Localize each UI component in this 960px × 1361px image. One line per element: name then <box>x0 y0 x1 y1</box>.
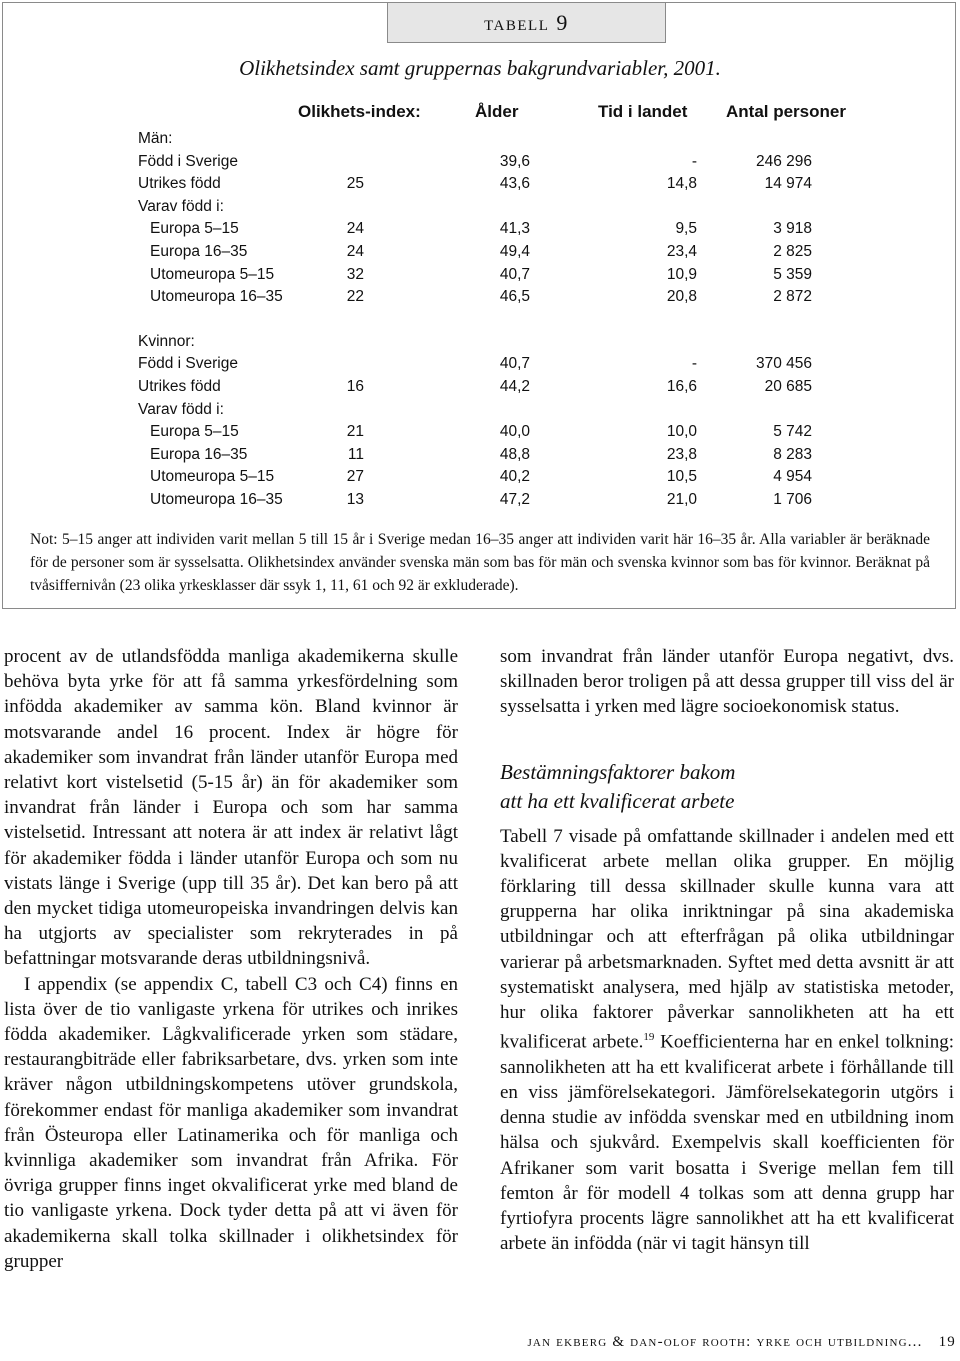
cell-age: 47,2 <box>499 490 530 508</box>
table-row <box>138 151 858 174</box>
row-label: Utomeuropa 16–35 <box>150 490 283 508</box>
row-label: Utomeuropa 5–15 <box>150 265 275 283</box>
table-row <box>138 196 858 219</box>
table-row <box>138 376 858 399</box>
cell-age: 49,4 <box>499 242 530 260</box>
cell-count: 8 283 <box>773 445 812 463</box>
cell-count: 20 685 <box>764 377 812 395</box>
table-row <box>138 286 858 309</box>
women-rows <box>138 353 858 511</box>
table-note: Not: 5–15 anger att individen varit mellan 5 till 15 år i Sverige medan 16–35 anger att individen varit här 16–35 år. Alla variabler är beräknade för de personer som är sysselsatta. Olikhetsindex använder svenska män som bas för män och svenska kvinnor som bas för kvinnor. Beräknat på tvåsiffernivån (23 olika yrkesklasser där ssyk 1, 11, 61 och 92 är exkluderade). <box>30 531 930 594</box>
data-table <box>138 100 858 512</box>
men-heading-label: Män: <box>138 130 173 147</box>
cell-count: 4 954 <box>773 468 812 486</box>
cell-age: 48,8 <box>499 445 530 463</box>
men-heading <box>138 128 858 151</box>
cell-count: 5 359 <box>773 265 812 283</box>
row-label: Född i Sverige <box>138 355 238 373</box>
cell-age: 40,0 <box>499 423 530 441</box>
table-caption: Olikhetsindex samt gruppernas bakgrundvariabler, 2001. <box>239 56 721 80</box>
cell-time: 10,5 <box>666 468 697 486</box>
women-heading-label: Kvinnor: <box>138 332 195 350</box>
table-header <box>138 100 858 128</box>
cell-index: 21 <box>346 423 364 441</box>
table-label: tabell 9 <box>387 2 666 43</box>
cell-age: 39,6 <box>499 152 530 170</box>
paragraph: som invandrat från länder utanför Europa negativt, dvs. skillnaden beror troligen på att dessa grupper till viss del är sysselsatta i yrken med lägre socioekonomisk status. <box>500 646 954 718</box>
row-label: Utrikes född <box>138 175 221 193</box>
cell-age: 40,2 <box>499 468 530 486</box>
row-label: Europa 16–35 <box>150 445 248 463</box>
paragraph-part: Koefficienterna har en enkel tolkning: sannolikheten att ha ett kvalificerat arbete i förhållande till en viss jämförelsekategori. Jämförelsekategorin utgörs i denna studie av infödda svenskar med en utbildning inom hälsa och sjukvård. Exempelvis skall koefficienten för Afrikaner som varit bosatta i Sverige mellan fem till femton år för modell 4 tolkas som att denna grupp har fyrtiofyra procents lägre sannolikhet att ha ett kvalificerat arbete än infödda (när vi tagit hänsyn till <box>500 1031 954 1255</box>
footnote-ref[interactable]: 19 <box>643 1031 655 1044</box>
cell-time: 23,8 <box>666 445 697 463</box>
header-index: Olikhets-index: <box>298 102 421 121</box>
cell-time: 14,8 <box>666 175 697 193</box>
cell-time: - <box>691 355 697 373</box>
cell-age: 43,6 <box>499 175 530 193</box>
cell-age: 46,5 <box>499 288 530 306</box>
cell-count: 3 918 <box>773 220 812 238</box>
cell-index: 24 <box>346 242 364 260</box>
row-label: Varav född i: <box>138 400 224 418</box>
paragraph-part: Tabell 7 visade på omfattande skillnader i andelen med ett kvalificerat arbete mellan olika grupper. En möjlig förklaring till dessa skillnader skulle kunna vara att grupperna har olika inriktningar på sina akademiska utbildningar och att efterfrågan på olika utbildningar varierar på arbetsmarknaden. Syftet med detta avsnitt är att systematiskt analysera, med hjälp av statistiska metoder, hur olika faktorer påverkar sannolikheten att ha ett kvalificerat arbete. <box>500 825 954 1053</box>
table-row <box>138 218 858 241</box>
cell-index: 24 <box>346 220 364 238</box>
cell-age: 44,2 <box>499 377 530 395</box>
left-column <box>4 644 458 1274</box>
row-label: Europa 5–15 <box>150 220 239 238</box>
table-row <box>138 489 858 512</box>
cell-count: 2 825 <box>773 242 812 260</box>
right-column <box>500 644 954 1256</box>
section-heading <box>500 758 954 816</box>
table-row <box>138 421 858 444</box>
cell-age: 41,3 <box>499 220 530 238</box>
table-row <box>138 353 858 376</box>
header-age: Ålder <box>475 102 519 121</box>
table-row <box>138 444 858 467</box>
running-head: jan ekberg & dan-olof rooth: yrke och utbildning... <box>527 1334 923 1350</box>
section-heading-line1: Bestämningsfaktorer bakom <box>500 759 736 784</box>
men-rows <box>138 151 858 309</box>
table-row <box>138 399 858 422</box>
cell-time: 20,8 <box>666 288 697 306</box>
cell-index: 32 <box>346 265 364 283</box>
cell-time: 16,6 <box>666 377 697 395</box>
table-row <box>138 241 858 264</box>
cell-age: 40,7 <box>499 265 530 283</box>
cell-count: 2 872 <box>773 288 812 306</box>
table-row <box>138 173 858 196</box>
row-label: Europa 5–15 <box>150 423 239 441</box>
paragraph: I appendix (se appendix C, tabell C3 och C4) finns en lista över de tio vanligaste yrkena för utrikes och inrikes födda akademiker. Lågkvalificerade yrken som städare, restaurangbiträde eller fabriksarbetare, dvs. yrken som inte kräver någon utbildningskompetens utöver grundskola, förekommer endast för manliga akademiker som invandrat från Östeuropa eller Latinamerika och för manliga och kvinnliga akademiker som invandrat från Afrika. För övriga grupper finns inget okvalificerat yrke med bland de tio vanligaste yrkena. Dock tyder detta på att vi även för akademikerna skall tolka skillnader i olikhetsindex för grupper <box>4 973 458 1272</box>
section-heading-line2: att ha ett kvalificerat arbete <box>500 788 735 813</box>
row-label: Europa 16–35 <box>150 242 248 260</box>
row-label: Född i Sverige <box>138 152 238 170</box>
header-time: Tid i landet <box>598 102 688 121</box>
cell-time: 10,0 <box>666 423 697 441</box>
page-number: 19 <box>938 1334 956 1350</box>
page-footer <box>527 1334 956 1351</box>
row-label: Utomeuropa 5–15 <box>150 468 275 486</box>
women-heading <box>138 331 858 354</box>
row-label: Utomeuropa 16–35 <box>150 288 283 306</box>
cell-count: 370 456 <box>755 355 812 373</box>
cell-age: 40,7 <box>499 355 530 373</box>
cell-index: 25 <box>346 175 364 193</box>
cell-index: 16 <box>346 377 364 395</box>
paragraph <box>500 824 954 1257</box>
table-row <box>138 466 858 489</box>
cell-index: 27 <box>346 468 364 486</box>
cell-time: 9,5 <box>675 220 697 238</box>
row-label: Varav född i: <box>138 197 224 215</box>
header-count: Antal personer <box>726 102 846 121</box>
cell-index: 11 <box>347 445 364 463</box>
row-label: Utrikes född <box>138 377 221 395</box>
cell-index: 13 <box>346 490 364 508</box>
cell-time: 23,4 <box>666 242 697 260</box>
cell-count: 1 706 <box>773 490 812 508</box>
cell-time: 10,9 <box>666 265 697 283</box>
cell-count: 246 296 <box>755 152 812 170</box>
cell-count: 14 974 <box>764 175 812 193</box>
paragraph: procent av de utlandsfödda manliga akademikerna skulle behöva byta yrke för att få samma yrkesfördelning som infödda akademiker av samma kön. Bland kvinnor är motsvarande andel 16 procent. Index är högre för akademiker som invandrat från länder utanför Europa med relativt kort vistelsetid (5-15 år) än för akademiker som invandrat från länder i Europa och som har samma vistelsetid. Intressant att notera är att index är relativt lågt för akademiker födda i länder utanför Europa och som nu vistats länge i Sverige (upp till 35 år). Det kan bero på att den mycket tidiga utomeuropeiska invandringen delvis kan ha utgjorts av specialister som rekryterades in på befattningar motsvarande deras utbildningsnivå. <box>4 646 458 970</box>
cell-index: 22 <box>346 288 364 306</box>
cell-count: 5 742 <box>773 423 812 441</box>
table-row <box>138 264 858 287</box>
cell-time: 21,0 <box>666 490 697 508</box>
cell-time: - <box>691 152 697 170</box>
